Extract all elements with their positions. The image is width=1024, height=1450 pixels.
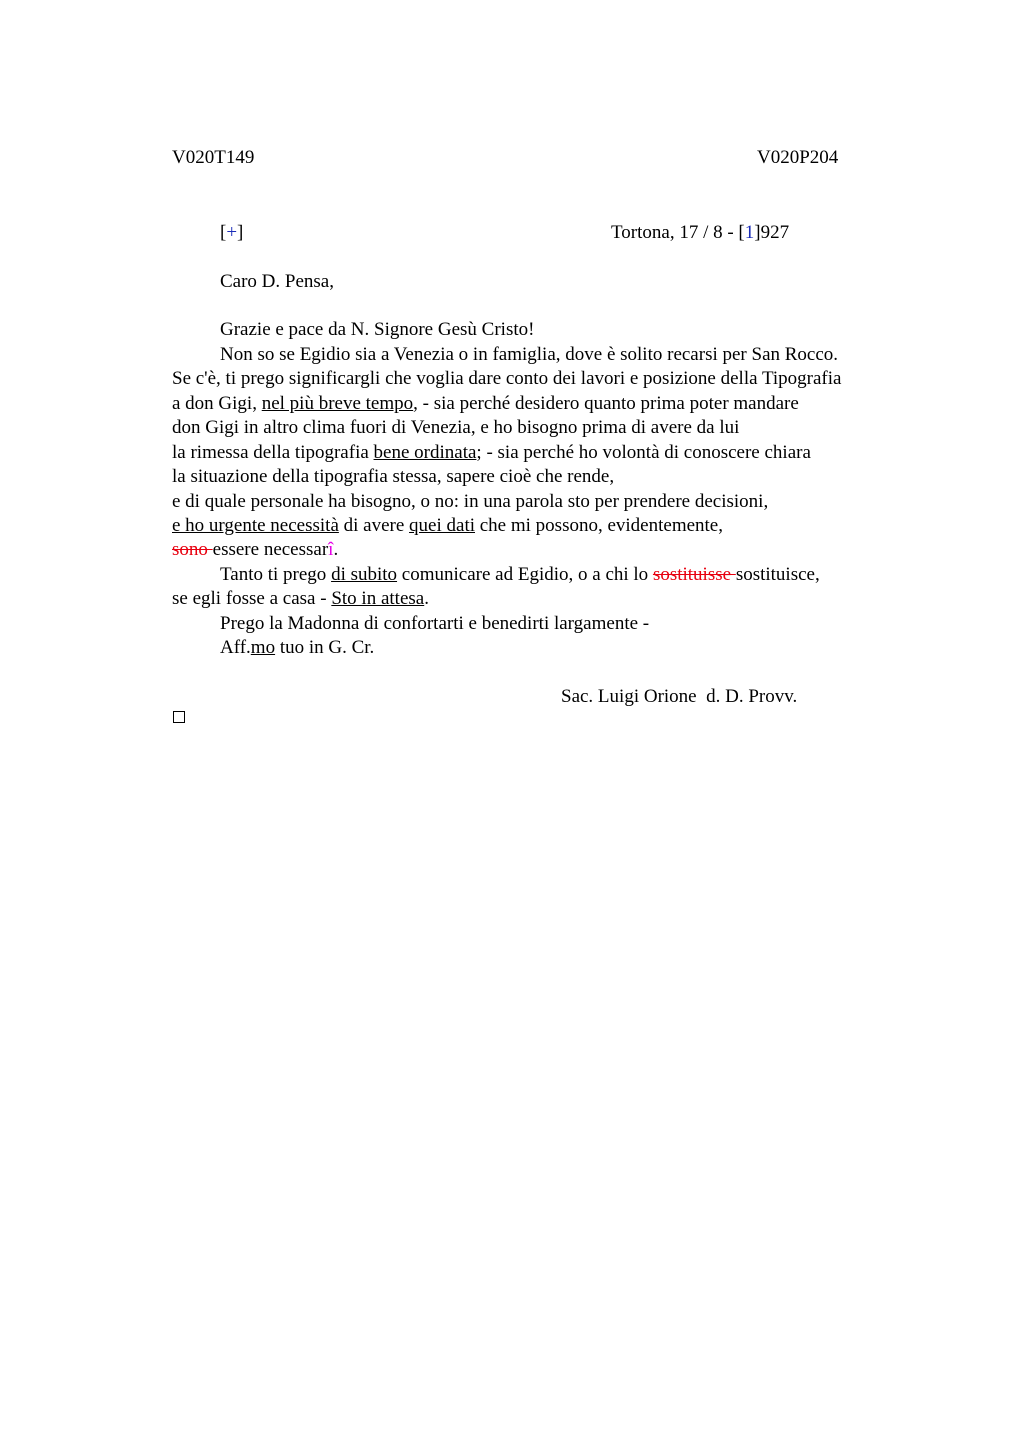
text-span: Tanto ti prego — [220, 564, 332, 585]
text-span: essere necessar — [212, 539, 329, 560]
underlined-text: Sto in attesa — [331, 588, 425, 609]
text-span: a don Gigi, — [172, 393, 262, 414]
deleted-text: sono — [172, 539, 213, 560]
body-line-10 — [172, 538, 338, 562]
body-line-2: Non so se Egidio sia a Venezia o in famiglia, dove è solito recarsi per San Rocco. — [220, 344, 839, 365]
corrected-letter: î — [328, 539, 334, 560]
bracket-open: [ — [220, 222, 227, 243]
date-editorial-digit: 1 — [744, 222, 755, 243]
signature: Sac. Luigi Orione d. D. Provv. — [561, 686, 798, 707]
body-line-4 — [172, 392, 799, 416]
body-line-7: la situazione della tipografia stessa, sapere cioè che rende, — [172, 466, 615, 487]
cross-symbol: + — [226, 222, 238, 243]
header-right-code: V020P204 — [757, 147, 839, 168]
body-line-14 — [220, 636, 374, 660]
body-line-3: Se c'è, ti prego significargli che voglia dare conto dei lavori e posizione della Tipografia — [172, 368, 842, 389]
date-suffix: ]927 — [754, 222, 790, 243]
underlined-text: bene ordinata — [373, 442, 477, 463]
body-line-13: Prego la Madonna di confortarti e benedirti largamente - — [220, 613, 650, 634]
body-line-1: Grazie e pace da N. Signore Gesù Cristo! — [220, 319, 535, 340]
text-span: . — [424, 588, 429, 609]
salutation: Caro D. Pensa, — [220, 271, 334, 292]
underlined-text: di subito — [331, 564, 398, 585]
text-span: di avere — [338, 515, 410, 536]
dateline — [611, 221, 789, 245]
body-line-9 — [172, 514, 723, 538]
underlined-text: nel più breve tempo — [261, 393, 414, 414]
underlined-text: e ho urgente necessità — [172, 515, 339, 536]
text-span: comunicare ad Egidio, o a chi lo — [397, 564, 653, 585]
body-line-11 — [220, 563, 820, 587]
bracket-close: ] — [237, 222, 244, 243]
cross-mark — [220, 221, 243, 245]
text-span: ; - sia perché ho volontà di conoscere chiara — [476, 442, 811, 463]
body-line-6 — [172, 441, 811, 465]
text-span: . — [333, 539, 339, 560]
body-line-8: e di quale personale ha bisogno, o no: in una parola sto per prendere decisioni, — [172, 491, 769, 512]
text-span: se egli fosse a casa - — [172, 588, 332, 609]
body-line-12 — [172, 587, 429, 611]
body-line-5: don Gigi in altro clima fuori di Venezia, e ho bisogno prima di avere da lui — [172, 417, 740, 438]
deleted-text: sostituisse — [652, 564, 736, 585]
text-span: Aff. — [220, 637, 251, 658]
underlined-text: mo — [250, 637, 276, 658]
text-span: sostituisce, — [735, 564, 820, 585]
text-span: , - sia perché desidero quanto prima poter mandare — [413, 393, 799, 414]
text-span: tuo in G. Cr. — [275, 637, 375, 658]
text-span: la rimessa della tipografia — [172, 442, 374, 463]
underlined-text: quei dati — [409, 515, 475, 536]
date-prefix: Tortona, 17 / 8 - [ — [611, 222, 745, 243]
text-span: che mi possono, evidentemente, — [475, 515, 723, 536]
header-left-code: V020T149 — [172, 147, 255, 168]
square-marker-icon — [173, 711, 185, 723]
